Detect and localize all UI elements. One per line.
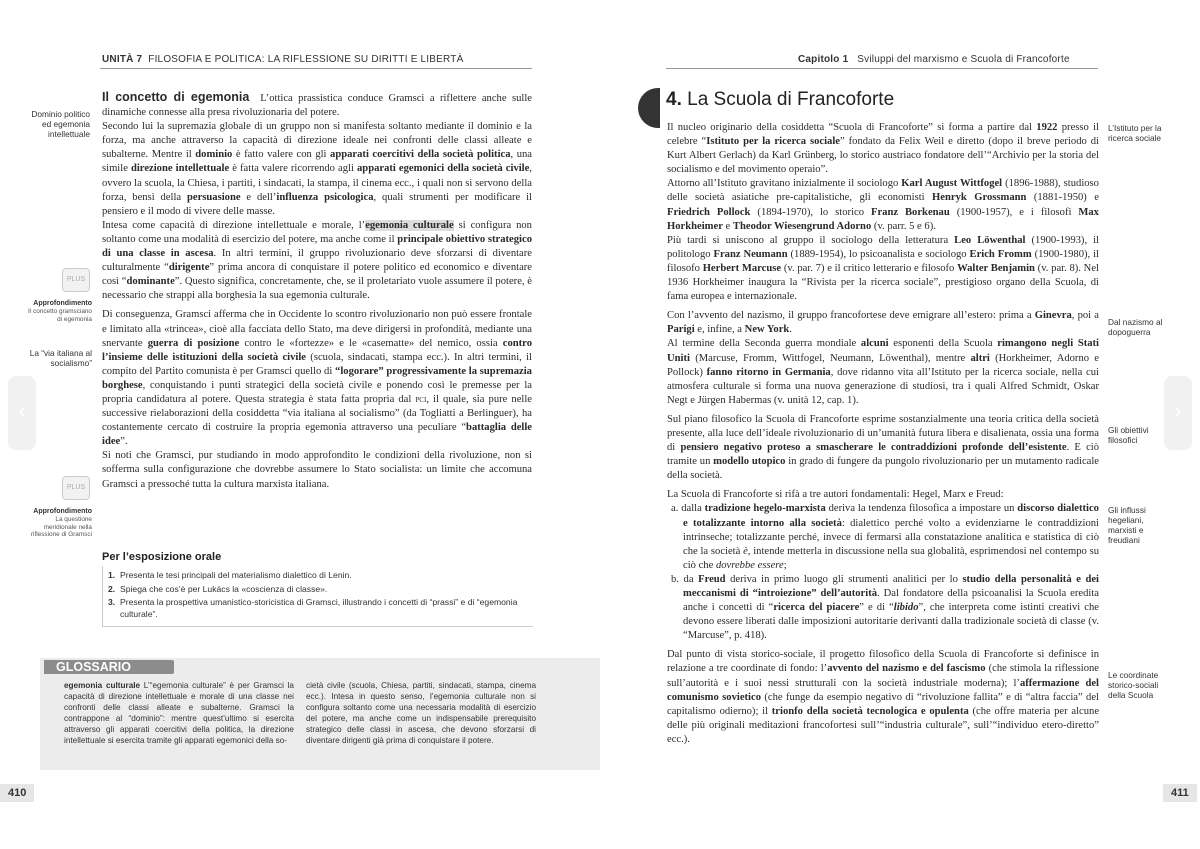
- text: , conquistando i punti strategici della società civile e ponendo così le premesse per la propria candidatura al potere. Questa strategia è stata fatta propria dal: [102, 379, 532, 405]
- oral-item: [108, 584, 526, 596]
- text: ” fondato da Felix Weil e diretto (dopo il breve periodo di Kurt Albert Gerlach) da Karl Grünberg, lo storico austriaco fondatore dell’“Archivio per la storia del socialismo e del movimento operaio”.: [667, 136, 1099, 176]
- text: ” e di “: [859, 602, 894, 614]
- text: contro le «fortezze» e le «casematte» del nemico, ossia: [239, 337, 503, 349]
- text: (scuola, sindacati, stampa ecc.). In altri termini, il compito del Partito comunista è per Gramsci quello di: [102, 351, 532, 377]
- bold-term: Theodor Wiesengrund Adorno: [732, 220, 872, 232]
- text: è fatta valere ricorrendo agli: [229, 163, 357, 175]
- bold-term: direzione intellettuale: [130, 163, 230, 175]
- plus-icon[interactable]: PLUS: [62, 476, 90, 500]
- section-heading: [666, 89, 894, 111]
- bold-term: tradizione hegelo-marxista: [704, 503, 826, 515]
- unit-title: FILOSOFIA E POLITICA: LA RIFLESSIONE SU DIRITTI E LIBERTÀ: [148, 54, 464, 65]
- approfondimento-link-2[interactable]: [26, 508, 92, 539]
- bold-term: Leo Löwenthal: [954, 234, 1026, 246]
- text: Sul piano filosofico la Scuola di Francoforte esprime sostanzialmente una teoria critica della società presente, alla luce dell’ideale rivoluzionario di un’umanità futura libera e disalienata, ossia una forma di: [667, 413, 1099, 454]
- list-item-a: [667, 502, 1099, 572]
- item-number: 3.: [108, 597, 116, 607]
- bold-term: studio della personalità e dei meccanismi di “introiezione” dell’autorità: [683, 573, 1099, 599]
- glossary-tab: GLOSSARIO: [44, 660, 174, 674]
- margin-note-obiettivi: Gli obiettivi filosofici: [1108, 425, 1149, 445]
- bold-term: Henryk Grossmann: [932, 192, 1027, 204]
- text: (1900-1957), e i filosofi: [949, 206, 1079, 218]
- text: (che funge da esempio negativo di “rivoluzione fallita” e di “altra faccia” del capitalismo odierno); il: [667, 691, 1100, 717]
- list-label: b.: [671, 573, 679, 585]
- glossary-text: L’“egemonia culturale” è per Gramsci la capacità di direzione intellettuale e morale di una classe nei confronti delle classi alleate e subalterne. Gramsci la contrappone al “dominio”: mentre quest’ultimo si esercita attraverso gli apparati coercitivi della politica, la direzione intellettuale si esercita tramite gli apparati egemonici della so-: [64, 681, 294, 745]
- margin-note-nazismo: Dal nazismo al dopoguerra: [1108, 317, 1163, 337]
- list-item-b: [667, 573, 1099, 643]
- text: in grado di fungere da pungolo rivoluzionario per un mutamento radicale della società.: [667, 456, 1099, 482]
- paragraph: [667, 648, 1099, 747]
- item-number: 2.: [108, 583, 116, 594]
- paragraph: [667, 177, 1099, 233]
- text: Attorno all’Istituto gravitano inizialmente il sociologo: [667, 178, 902, 190]
- approfondimento-text: Il concetto gramsciano di egemonia: [28, 307, 92, 323]
- approfondimento-link-1[interactable]: [26, 300, 92, 323]
- text: deriva la tendenza filosofica a impostare un: [825, 503, 1018, 515]
- text: e, infine, a: [694, 324, 745, 336]
- bold-term: persuasione: [186, 191, 241, 203]
- bold-term: contro l’insieme delle istituzioni della società civile: [102, 337, 532, 363]
- text: Con l’avvento del nazismo, il gruppo francofortese deve emigrare all’estero: prima a: [667, 310, 1035, 322]
- bold-term: dominante: [126, 276, 175, 288]
- text: ”.: [120, 436, 128, 448]
- bold-term: pensiero negativo proteso a smascherare le contraddizioni profonde dell’esistente: [680, 442, 1067, 454]
- bold-term: fanno ritorno in Germania: [706, 366, 831, 378]
- text: . In altri termini, il gruppo rivoluzionario deve sforzarsi di diventare culturalmente “: [102, 248, 532, 274]
- margin-note-coordinate: Le coordinate storico-sociali della Scuola: [1108, 670, 1159, 700]
- bold-term: trionfo della società tecnologica e opulenta: [771, 705, 969, 717]
- paragraph: [102, 219, 532, 304]
- page-number-right: 411: [1163, 784, 1197, 802]
- list-label: a.: [671, 503, 679, 515]
- bold-term: 1922: [1036, 122, 1058, 133]
- text: da: [683, 573, 699, 585]
- oral-item: [108, 597, 526, 620]
- text: dalla: [681, 503, 705, 515]
- item-number: 1.: [108, 570, 116, 580]
- text: Di conseguenza, Gramsci afferma che in Occidente lo scontro rivoluzionario non può essere frontale e limitato alla «trincea», cioè alla facciata dello Stato, ma deve dirigersi in profondità, mediante una snervante: [102, 309, 532, 349]
- text: esponenti della Scuola: [888, 338, 998, 350]
- text: ;: [783, 559, 787, 571]
- plus-icon[interactable]: PLUS: [62, 268, 90, 292]
- header-rule: [666, 68, 1098, 69]
- text: ”, che interpreta come istinti creativi che devono essere liberati dalle imposizioni autoritarie derivanti dalla tradizionale società di classe (v. “Marcuse”, p. 418).: [683, 602, 1099, 642]
- section-number: 4.: [666, 89, 682, 110]
- bold-term: Friedrich Pollock: [667, 206, 751, 218]
- text: (v. parr. 5 e 6).: [871, 220, 936, 232]
- text: (che offre materia per alcune delle più originali meditazioni francofortesi sull’“industria culturale”, sull’“individuo etero-diretto” ecc.).: [667, 705, 1100, 745]
- unit-label: UNITÀ 7: [102, 54, 143, 65]
- paragraph: [667, 234, 1099, 304]
- bold-term: dirigente: [168, 262, 210, 274]
- paragraph: [667, 337, 1099, 407]
- text: Più tardi si uniscono al gruppo il sociologo della letteratura: [667, 234, 955, 246]
- item-text: Presenta le tesi principali del materialismo dialettico di Lenin.: [120, 570, 352, 580]
- bold-term: alcuni: [860, 338, 889, 350]
- paragraph: [102, 308, 532, 449]
- text: (v. par. 8). Nel 1936 Horkheimer inaugura la “Rivista per la ricerca sociale”, prestigioso organo della Scuola, di fama europea e internazionale.: [667, 262, 1099, 303]
- oral-item: [108, 570, 526, 582]
- paragraph: Si noti che Gramsci, pur studiando in modo approfondito le condizioni della rivoluzione, non si sofferma sulla configurazione che dovrebbe assumere lo Stato socialista: un limite che accomuna Gramsci a pressoché tutta la cultura marxista italiana.: [102, 450, 532, 490]
- bold-term: apparati egemonici della società civile: [357, 163, 530, 175]
- bold-term: principale obiettivo strategico di una classe in ascesa: [102, 233, 532, 260]
- bold-term: guerra di posizione: [147, 337, 240, 349]
- bold-term: Erich Fromm: [969, 248, 1032, 260]
- section-title: Il concetto di egemonia: [102, 90, 250, 104]
- glossary-column-1: [64, 680, 294, 746]
- bold-term: avvento del nazismo e del fascismo: [827, 663, 986, 675]
- glossary-term: egemonia culturale: [64, 681, 141, 690]
- glossary-term-link[interactable]: egemonia culturale: [365, 219, 454, 231]
- italic-term: è: [743, 545, 748, 557]
- text: Secondo lui la supremazia globale di un gruppo non si manifesta soltanto mediante il dominio e la forza, ma anche attraverso la capacità di direzione ideale nei confronti delle classi alleate e subalterne. Mentre il: [102, 121, 532, 161]
- left-page-header: [102, 54, 463, 65]
- paragraph: [102, 120, 532, 219]
- text: ”. Questo significa, concretamente, che, se il proletariato vuole assumere il potere, è necessario che strappi alla borghesia la sua egemonia culturale.: [102, 276, 532, 302]
- bold-term: influenza psicologica: [276, 191, 374, 203]
- text: presso il celebre “: [667, 122, 1099, 148]
- paragraph-egemonia-intro: [102, 90, 532, 120]
- text: (1900-1993), il politologo: [667, 234, 1099, 260]
- text: e dell’: [240, 191, 277, 203]
- text: L’ottica prassistica conduce Gramsci a riflettere anche sulle dinamiche connesse alla presa rivoluzionaria del potere.: [102, 93, 533, 119]
- approfondimento-text: La questione meridionale nella riflessione di Gramsci: [30, 515, 92, 539]
- text: (1889-1954), lo psicoanalista e sociologo: [787, 248, 970, 260]
- header-rule: [100, 68, 532, 69]
- bold-term: modello utopico: [713, 456, 786, 468]
- approfondimento-title: Approfondimento: [33, 300, 92, 307]
- approfondimento-title: Approfondimento: [33, 508, 92, 515]
- text: (1900-1980), il filosofo: [667, 248, 1099, 274]
- right-body: [667, 121, 1099, 747]
- bold-term: Walter Benjamin: [957, 262, 1035, 274]
- text: , ovvero la scuola, la Chiesa, i partiti, i sindacati, la stampa, il cinema ecc., i quali non si servono della forza, bensì della: [102, 163, 532, 203]
- paragraph: [667, 121, 1099, 177]
- text: (Marcuse, Fromm, Wittfogel, Neumann, Löwenthal), mentre: [689, 352, 971, 364]
- glossary-column-2: cietà civile (scuola, Chiesa, partiti, sindacati, stampa, cinema ecc.). Intesa in questo senso, l’egemonia culturale non si configura soltanto come una necessaria modalità di esercizio del potere, ma anche come un indispensabile prerequisito strategico delle classi in ascesa, che devono sforzarsi di diventare dirigenti già prima di conquistare il potere.: [306, 681, 536, 745]
- text: (che stimola la riflessione sull’autorità e i suoi nessi strutturali con la società industriale moderna); l’: [667, 663, 1099, 689]
- text: e: [722, 220, 733, 232]
- bold-term: dominio: [195, 149, 233, 161]
- acronym: pci: [415, 393, 427, 405]
- text: Il nucleo originario della cosiddetta “Scuola di Francoforte” si forma a partire dal: [667, 122, 1037, 133]
- oral-exercise-list: [108, 570, 526, 622]
- bold-term: ricerca del piacere: [773, 602, 860, 614]
- text: è fatto valere con gli: [232, 149, 331, 161]
- prev-page-button[interactable]: ‹: [8, 376, 36, 450]
- bold-term: Max Horkheimer: [667, 206, 1099, 232]
- italic-term: dovrebbe essere: [715, 559, 784, 571]
- text: (v. par. 7) e il critico letterario e filosofo: [781, 262, 958, 274]
- bold-term: Karl August Wittfogel: [901, 178, 1003, 190]
- section-heading-title: La Scuola di Francoforte: [687, 89, 895, 110]
- bold-term: Herbert Marcuse: [702, 262, 782, 274]
- item-text: Presenta la prospettiva umanistico-storicistica di Gramsci, illustrando i concetti di “prassi” e di “egemonia culturale”.: [120, 597, 518, 619]
- bold-term: Istituto per la ricerca sociale: [706, 136, 840, 148]
- text: , quali strumenti per modificare il pensiero e il modo di vivere delle masse.: [102, 191, 533, 217]
- text: . E ciò tramite un: [667, 442, 1100, 468]
- text: ” prima ancora di conquistare il potere politico ed economico e diventare così “: [102, 262, 532, 288]
- bold-term: Parigi: [667, 324, 695, 336]
- text: Al termine della Seconda guerra mondiale: [667, 338, 861, 350]
- text: si configura non soltanto come una modalità di esercizio del potere, ma anche come il: [102, 219, 532, 245]
- oral-exercise-title: Per l’esposizione orale: [102, 551, 222, 563]
- text: Dal punto di vista storico-sociale, il progetto filosofico della Scuola di Francoforte si definisce in relazione a tre coordinate di fondo: l’: [667, 649, 1099, 675]
- bold-term: “logorare” progressivamente la supremazia borghese: [102, 365, 532, 391]
- text: (1894-1970), lo storico: [750, 206, 871, 218]
- paragraph: [667, 309, 1099, 337]
- bold-term: Franz Neumann: [713, 248, 788, 260]
- text: . Dal fondatore della psicoanalisi la Scuola eredita anche i concetti di “: [683, 588, 1099, 614]
- text: .: [789, 324, 792, 336]
- text: : dialettico perché volto a evidenziarne le contraddizioni intrinseche; totalizzante perché, invece di fermarsi alla constatazione analitica e statistica di ciò che la società: [683, 517, 1099, 557]
- chapter-title: Sviluppi del marxismo e Scuola di Francoforte: [857, 54, 1070, 65]
- text: (1881-1950) e: [1026, 192, 1099, 204]
- bold-term: battaglia delle idee: [102, 422, 533, 448]
- chapter-label: Capitolo 1: [798, 54, 849, 65]
- text: (1896-1988), studioso delle società asiatiche pre-capitalistiche, gli economisti: [667, 178, 1099, 204]
- bold-term: apparati coercitivi della società politica: [330, 149, 511, 161]
- bold-term: affermazione del comunismo sovietico: [667, 677, 1099, 703]
- text: , il quale, sia pure nelle successive rielaborazioni della cosiddetta “via italiana al socialismo” (da Togliatti a Berlinguer), ha costantemente cercato di costruire la propria egemonia attraverso una peculiare “: [102, 393, 533, 434]
- page-number-left: 410: [0, 784, 34, 802]
- next-page-button[interactable]: ›: [1164, 376, 1192, 450]
- bold-term: Franz Borkenau: [870, 206, 950, 218]
- text: , poi a: [1071, 310, 1099, 322]
- bold-term: discorso dialettico e totalizzante intorno alla società: [683, 503, 1099, 529]
- right-page-header: [798, 54, 1070, 65]
- paragraph: [667, 413, 1099, 483]
- margin-note-influssi: Gli influssi hegeliani, marxisti e freudiani: [1108, 505, 1146, 545]
- text: , una simile: [102, 149, 532, 175]
- text: , dove ridanno vita all’Istituto per la ricerca sociale, nella cui atmosfera culturale si forma una nuova generazione di studiosi, tra i quali Alfred Schmidt, Oskar Negt e Jürgen Habermas (v. unità 12, cap. 1).: [667, 366, 1099, 406]
- bold-term: rimangono negli Stati Uniti: [667, 338, 1100, 364]
- text: deriva in primo luogo gli strumenti analitici per lo: [725, 573, 963, 585]
- left-body: [102, 90, 532, 492]
- paragraph: La Scuola di Francoforte si rifà a tre autori fondamentali: Hegel, Marx e Freud:: [667, 489, 1004, 501]
- bold-term: New York: [744, 324, 790, 336]
- text: (Horkheimer, Adorno e Pollock): [667, 352, 1099, 378]
- margin-note-via-italiana: La “via italiana al socialismo”: [29, 348, 92, 368]
- text: , intende metterla in discussione nella sua globalità, esprimendosi nel contempo su ciò che: [683, 545, 1099, 571]
- item-text: Spiega che cos’è per Lukács la «coscienza di classe».: [120, 583, 328, 594]
- text: Intesa come capacità di direzione intellettuale e morale, l’: [102, 219, 366, 231]
- bold-term: altri: [970, 352, 990, 364]
- margin-note-dominio: Dominio politico ed egemonia intellettuale: [31, 109, 90, 139]
- bold-term: Ginevra: [1034, 310, 1072, 322]
- italic-term: libido: [893, 602, 919, 614]
- margin-note-istituto: L’Istituto per la ricerca sociale: [1108, 123, 1162, 143]
- bold-term: Freud: [698, 573, 726, 585]
